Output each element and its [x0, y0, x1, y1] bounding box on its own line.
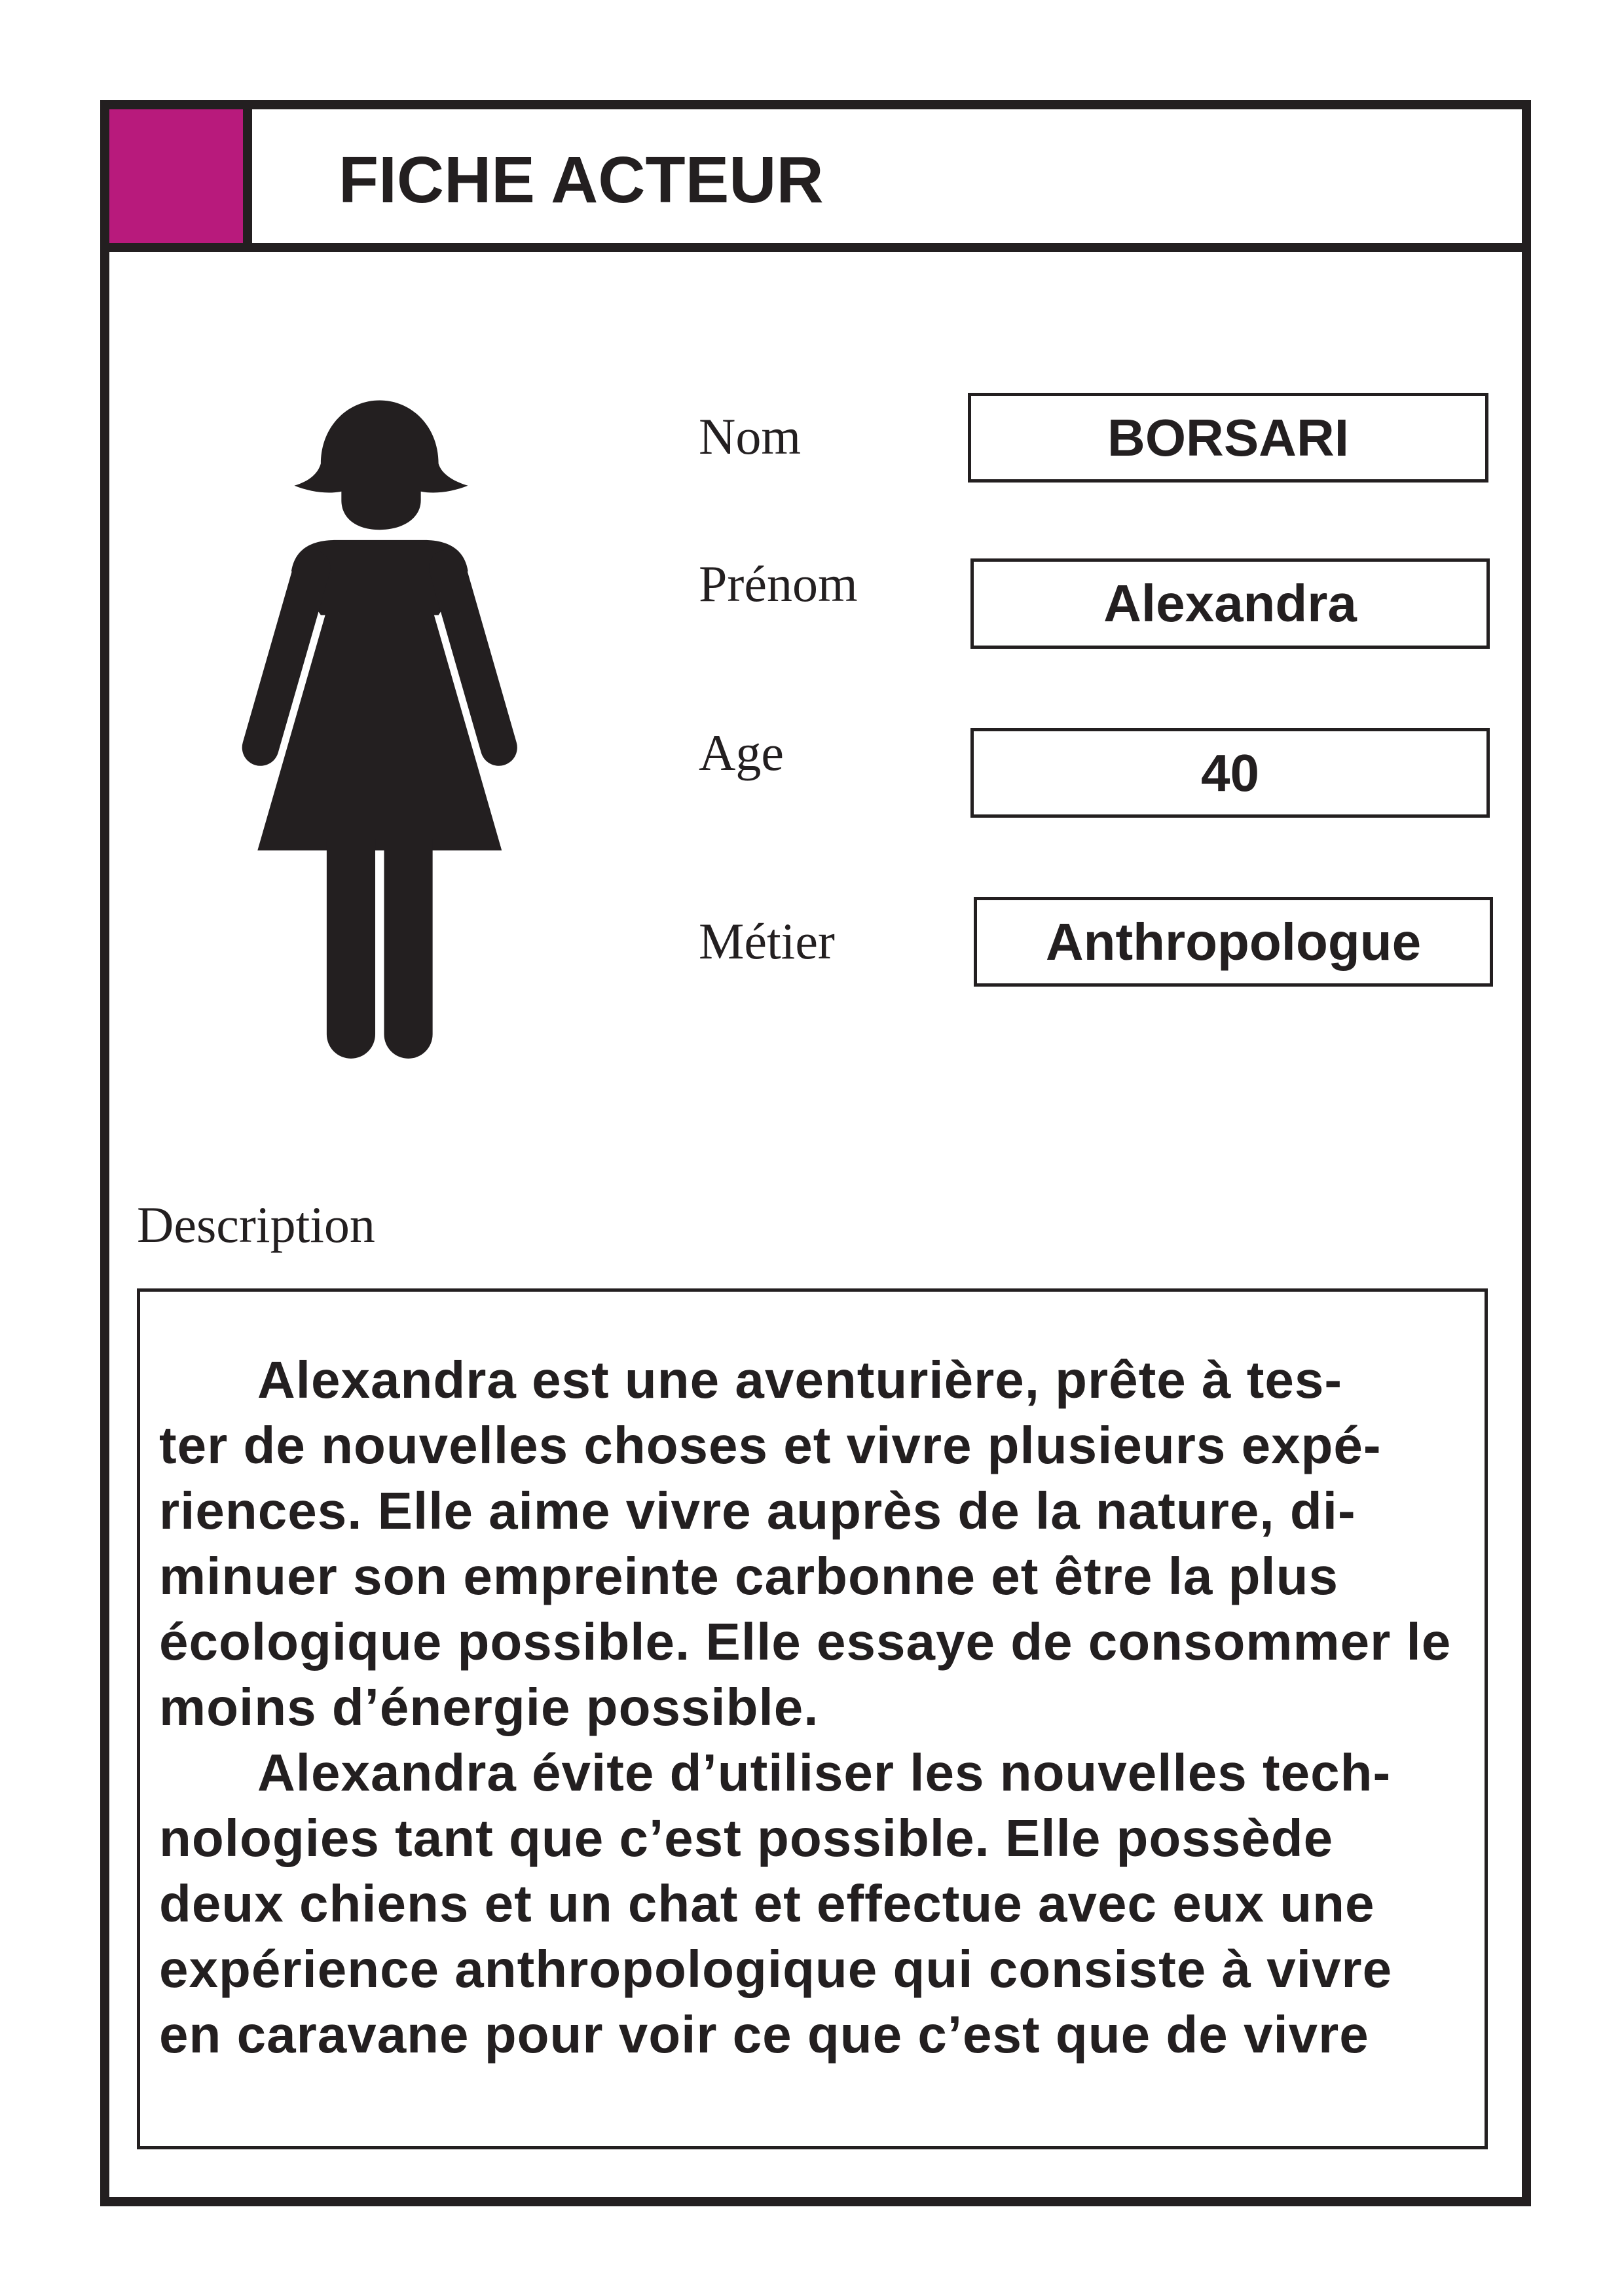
- field-value-age: 40: [1201, 743, 1259, 802]
- field-label-metier: Métier: [699, 913, 835, 970]
- description-line: ter de nouvelles choses et vivre plusieurs expé-: [159, 1416, 1382, 1474]
- description-line: minuer son empreinte carbonne et être la plus: [159, 1547, 1339, 1605]
- description-paragraph: [159, 1740, 1485, 2068]
- field-value-nom: BORSARI: [1107, 408, 1349, 467]
- field-box-prenom: [970, 558, 1490, 649]
- description-line: moins d’énergie possible.: [159, 1678, 819, 1736]
- description-line: nologies tant que c’est possible. Elle possède: [159, 1809, 1334, 1867]
- description-line: Alexandra évite d’utiliser les nouvelles tech-: [257, 1743, 1392, 1802]
- field-value-prenom: Alexandra: [1103, 574, 1357, 632]
- woman-icon-leg-left: [327, 839, 375, 1059]
- header-rule: [109, 243, 1522, 252]
- description-line: expérience anthropologique qui consiste à vivre: [159, 1940, 1393, 1998]
- field-box-age: [970, 728, 1490, 818]
- description-label: Description: [137, 1196, 375, 1253]
- field-label-age: Age: [699, 724, 784, 781]
- description-line: en caravane pour voir ce que c’est que de vivre: [159, 2005, 1369, 2064]
- field-value-metier: Anthropologue: [1045, 912, 1422, 971]
- description-line: deux chiens et un chat et effectue avec eux une: [159, 1874, 1375, 1933]
- woman-icon: [232, 397, 530, 1059]
- description-line: Alexandra est une aventurière, prête à tes-: [257, 1351, 1342, 1409]
- field-box-nom: [968, 393, 1488, 483]
- header-accent-square: [109, 109, 243, 243]
- field-box-metier: [974, 897, 1493, 987]
- description-line: écologique possible. Elle essaye de consommer le: [159, 1613, 1452, 1671]
- woman-icon-leg-right: [384, 839, 432, 1059]
- description-line: riences. Elle aime vivre auprès de la nature, di-: [159, 1482, 1356, 1540]
- field-label-nom: Nom: [699, 408, 801, 465]
- description-paragraph: [159, 1347, 1485, 1740]
- header-divider: [243, 109, 252, 243]
- woman-icon-head: [294, 400, 468, 530]
- card-title: FICHE ACTEUR: [339, 143, 824, 217]
- description-box: [137, 1288, 1488, 2149]
- field-label-prenom: Prénom: [699, 555, 858, 612]
